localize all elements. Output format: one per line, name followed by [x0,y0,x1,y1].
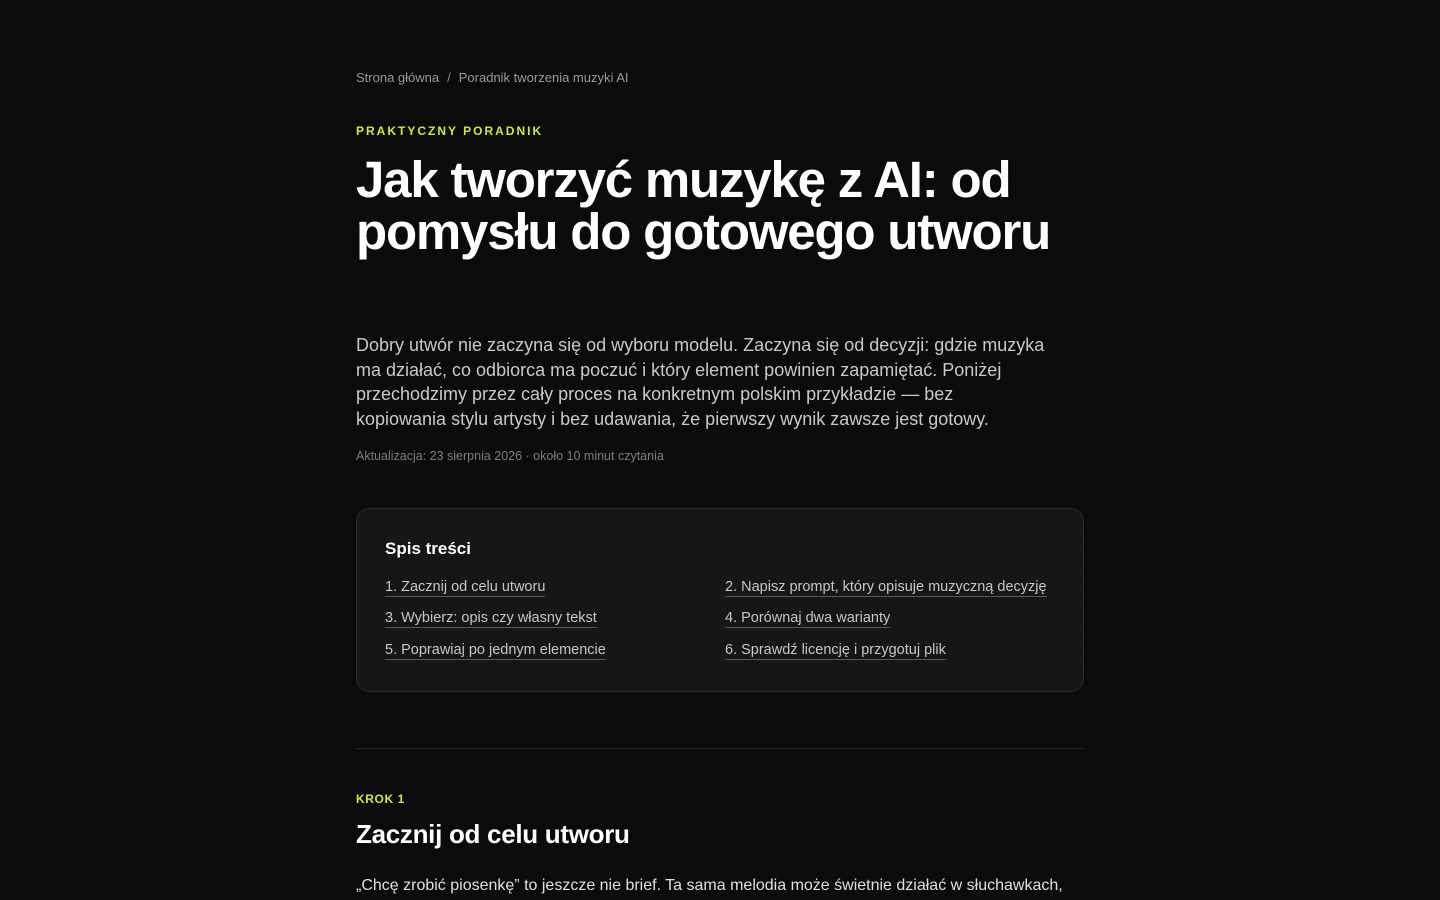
toc-item-step-1[interactable]: 1. Zacznij od celu utworu [385,579,546,595]
toc-item-step-2[interactable]: 2. Napisz prompt, który opisuje muzyczną decyzję [725,579,1047,595]
step-label: KROK 1 [356,792,405,806]
toc-item-step-4[interactable]: 4. Porównaj dwa warianty [725,610,891,626]
toc-title: Spis treści [385,539,471,558]
breadcrumb-current: Poradnik tworzenia muzyki AI [458,70,629,85]
article-meta: Aktualizacja: 23 sierpnia 2026 · około 10 minut czytania [356,449,664,463]
breadcrumb-home-link[interactable]: Strona główna [356,70,440,85]
section-divider [356,748,1084,749]
article-eyebrow: PRAKTYCZNY PORADNIK [356,124,544,138]
toc-item-step-6[interactable]: 6. Sprawdź licencję i przygotuj plik [725,642,946,658]
breadcrumb [356,70,629,85]
table-of-contents [356,508,1084,692]
toc-item-step-3[interactable]: 3. Wybierz: opis czy własny tekst [385,610,597,626]
page-title: Jak tworzyć muzykę z AI: od pomysłu do gotowego utworu [356,151,1051,260]
toc-item-step-5[interactable]: 5. Poprawiaj po jednym elemencie [385,642,606,658]
article-lead: Dobry utwór nie zaczyna się od wyboru modelu. Zaczyna się od decyzji: gdzie muzyka ma działać, co odbiorca ma poczuć i który element powinien zapamiętać. Poniżej przechodzimy przez cały proces na konkretnym polskim przykładzie — bez kopiowania stylu artysty i bez udawania, że pierwszy wynik zawsze jest gotowy. [356,335,1045,429]
step-body: „Chcę zrobić piosenkę” to jeszcze nie brief. Ta sama melodia może świetnie działać w słuchawkach, [356,877,1063,894]
breadcrumb-separator: / [447,70,451,85]
step-title: Zacznij od celu utworu [356,819,630,849]
